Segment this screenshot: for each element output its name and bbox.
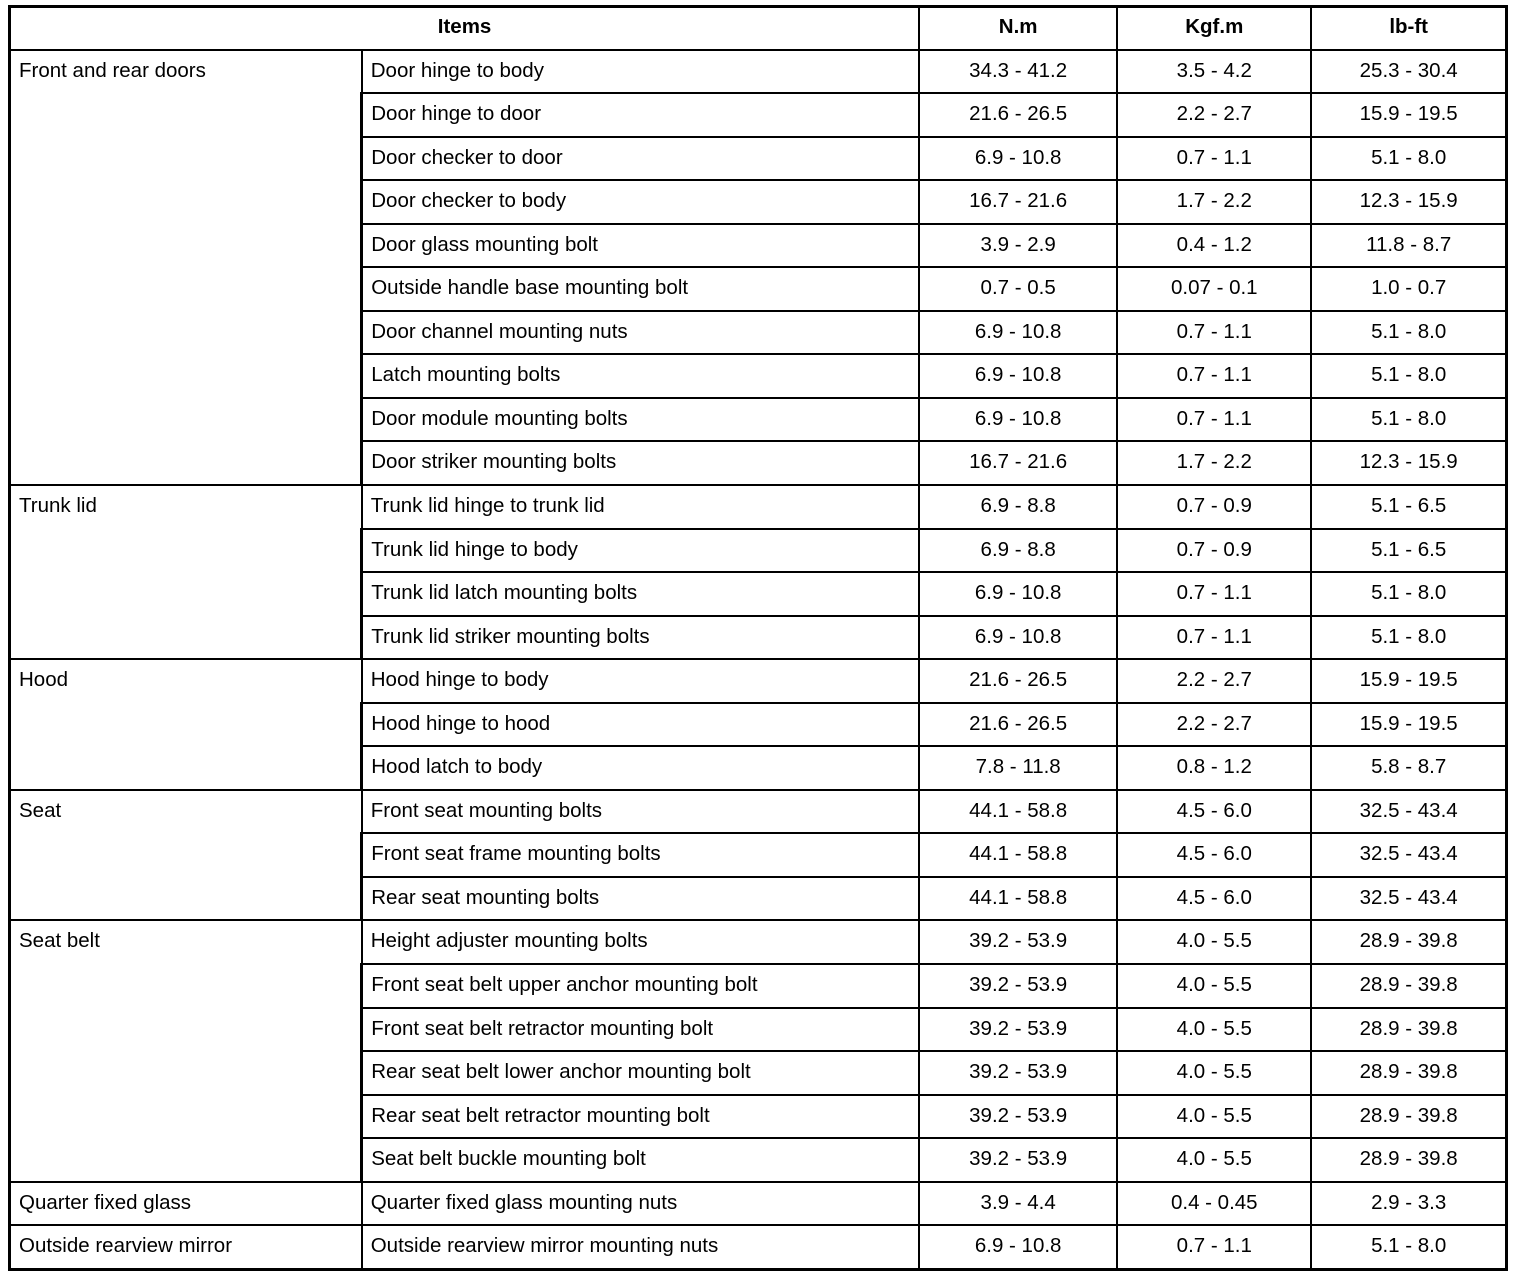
- value-nm: 21.6 - 26.5: [919, 703, 1117, 747]
- value-nm: 6.9 - 10.8: [919, 1225, 1117, 1269]
- value-lbft: 28.9 - 39.8: [1311, 920, 1506, 964]
- value-nm: 39.2 - 53.9: [919, 920, 1117, 964]
- table-row: [10, 485, 1507, 529]
- value-nm: 39.2 - 53.9: [919, 964, 1117, 1008]
- value-nm: 16.7 - 21.6: [919, 180, 1117, 224]
- item-label: Door hinge to door: [362, 93, 919, 137]
- value-nm: 44.1 - 58.8: [919, 790, 1117, 834]
- value-kgfm: 2.2 - 2.7: [1117, 703, 1311, 747]
- group-label: Seat: [10, 790, 362, 921]
- value-lbft: 1.0 - 0.7: [1311, 267, 1506, 311]
- item-label: Front seat belt upper anchor mounting bolt: [362, 964, 919, 1008]
- value-lbft: 12.3 - 15.9: [1311, 180, 1506, 224]
- value-kgfm: 3.5 - 4.2: [1117, 50, 1311, 94]
- item-label: Door glass mounting bolt: [362, 224, 919, 268]
- value-nm: 0.7 - 0.5: [919, 267, 1117, 311]
- column-header-kgfm: Kgf.m: [1117, 7, 1311, 50]
- value-kgfm: 4.0 - 5.5: [1117, 1051, 1311, 1095]
- column-header-nm: N.m: [919, 7, 1117, 50]
- value-nm: 21.6 - 26.5: [919, 659, 1117, 703]
- value-lbft: 5.1 - 8.0: [1311, 311, 1506, 355]
- value-lbft: 15.9 - 19.5: [1311, 93, 1506, 137]
- value-kgfm: 4.5 - 6.0: [1117, 877, 1311, 921]
- value-kgfm: 0.7 - 1.1: [1117, 311, 1311, 355]
- value-nm: 21.6 - 26.5: [919, 93, 1117, 137]
- value-kgfm: 0.7 - 1.1: [1117, 572, 1311, 616]
- value-lbft: 5.1 - 6.5: [1311, 529, 1506, 573]
- item-label: Seat belt buckle mounting bolt: [362, 1138, 919, 1182]
- item-label: Door channel mounting nuts: [362, 311, 919, 355]
- item-label: Rear seat mounting bolts: [362, 877, 919, 921]
- item-label: Outside rearview mirror mounting nuts: [362, 1225, 919, 1269]
- table-row: [10, 1225, 1507, 1269]
- value-kgfm: 0.4 - 1.2: [1117, 224, 1311, 268]
- value-kgfm: 0.7 - 1.1: [1117, 354, 1311, 398]
- value-nm: 6.9 - 10.8: [919, 398, 1117, 442]
- item-label: Trunk lid latch mounting bolts: [362, 572, 919, 616]
- value-lbft: 5.1 - 8.0: [1311, 137, 1506, 181]
- item-label: Trunk lid hinge to trunk lid: [362, 485, 919, 529]
- value-lbft: 28.9 - 39.8: [1311, 964, 1506, 1008]
- value-kgfm: 4.0 - 5.5: [1117, 1138, 1311, 1182]
- value-nm: 7.8 - 11.8: [919, 746, 1117, 790]
- value-lbft: 28.9 - 39.8: [1311, 1138, 1506, 1182]
- table-row: [10, 659, 1507, 703]
- value-lbft: 5.1 - 8.0: [1311, 616, 1506, 660]
- table-header-row: [10, 7, 1507, 50]
- value-lbft: 5.1 - 6.5: [1311, 485, 1506, 529]
- value-nm: 6.9 - 10.8: [919, 311, 1117, 355]
- value-kgfm: 0.7 - 0.9: [1117, 485, 1311, 529]
- value-nm: 39.2 - 53.9: [919, 1138, 1117, 1182]
- table-row: [10, 790, 1507, 834]
- value-kgfm: 4.0 - 5.5: [1117, 920, 1311, 964]
- item-label: Height adjuster mounting bolts: [362, 920, 919, 964]
- value-kgfm: 4.5 - 6.0: [1117, 833, 1311, 877]
- table-row: [10, 1182, 1507, 1226]
- value-kgfm: 1.7 - 2.2: [1117, 180, 1311, 224]
- item-label: Door module mounting bolts: [362, 398, 919, 442]
- group-label: Seat belt: [10, 920, 362, 1181]
- item-label: Front seat frame mounting bolts: [362, 833, 919, 877]
- value-kgfm: 4.0 - 5.5: [1117, 1008, 1311, 1052]
- value-lbft: 32.5 - 43.4: [1311, 790, 1506, 834]
- item-label: Front seat mounting bolts: [362, 790, 919, 834]
- value-nm: 16.7 - 21.6: [919, 441, 1117, 485]
- value-lbft: 32.5 - 43.4: [1311, 833, 1506, 877]
- value-lbft: 15.9 - 19.5: [1311, 703, 1506, 747]
- value-nm: 39.2 - 53.9: [919, 1095, 1117, 1139]
- value-lbft: 25.3 - 30.4: [1311, 50, 1506, 94]
- value-lbft: 2.9 - 3.3: [1311, 1182, 1506, 1226]
- group-label: Quarter fixed glass: [10, 1182, 362, 1226]
- group-label: Hood: [10, 659, 362, 790]
- value-kgfm: 4.0 - 5.5: [1117, 964, 1311, 1008]
- item-label: Trunk lid hinge to body: [362, 529, 919, 573]
- value-lbft: 5.1 - 8.0: [1311, 572, 1506, 616]
- torque-specifications-table: [8, 5, 1508, 1271]
- item-label: Door hinge to body: [362, 50, 919, 94]
- value-nm: 6.9 - 10.8: [919, 354, 1117, 398]
- value-lbft: 32.5 - 43.4: [1311, 877, 1506, 921]
- table-body: [10, 50, 1507, 1270]
- group-label: Trunk lid: [10, 485, 362, 659]
- value-lbft: 28.9 - 39.8: [1311, 1051, 1506, 1095]
- value-nm: 6.9 - 10.8: [919, 616, 1117, 660]
- item-label: Door checker to body: [362, 180, 919, 224]
- table-row: [10, 50, 1507, 94]
- value-nm: 44.1 - 58.8: [919, 877, 1117, 921]
- group-label: Outside rearview mirror: [10, 1225, 362, 1269]
- column-header-items: Items: [10, 7, 920, 50]
- value-lbft: 28.9 - 39.8: [1311, 1008, 1506, 1052]
- value-lbft: 28.9 - 39.8: [1311, 1095, 1506, 1139]
- column-header-lbft: lb-ft: [1311, 7, 1506, 50]
- value-nm: 39.2 - 53.9: [919, 1008, 1117, 1052]
- item-label: Hood latch to body: [362, 746, 919, 790]
- item-label: Latch mounting bolts: [362, 354, 919, 398]
- value-nm: 34.3 - 41.2: [919, 50, 1117, 94]
- table-header: [10, 7, 1507, 50]
- value-kgfm: 0.7 - 1.1: [1117, 1225, 1311, 1269]
- value-lbft: 11.8 - 8.7: [1311, 224, 1506, 268]
- value-lbft: 15.9 - 19.5: [1311, 659, 1506, 703]
- value-nm: 6.9 - 8.8: [919, 485, 1117, 529]
- item-label: Door striker mounting bolts: [362, 441, 919, 485]
- value-kgfm: 2.2 - 2.7: [1117, 93, 1311, 137]
- value-nm: 39.2 - 53.9: [919, 1051, 1117, 1095]
- value-kgfm: 0.07 - 0.1: [1117, 267, 1311, 311]
- value-kgfm: 0.7 - 1.1: [1117, 616, 1311, 660]
- value-kgfm: 0.8 - 1.2: [1117, 746, 1311, 790]
- item-label: Rear seat belt retractor mounting bolt: [362, 1095, 919, 1139]
- value-kgfm: 4.5 - 6.0: [1117, 790, 1311, 834]
- value-kgfm: 0.7 - 1.1: [1117, 398, 1311, 442]
- value-lbft: 5.1 - 8.0: [1311, 398, 1506, 442]
- value-nm: 6.9 - 10.8: [919, 137, 1117, 181]
- value-nm: 44.1 - 58.8: [919, 833, 1117, 877]
- item-label: Hood hinge to hood: [362, 703, 919, 747]
- table-row: [10, 920, 1507, 964]
- value-kgfm: 0.4 - 0.45: [1117, 1182, 1311, 1226]
- value-kgfm: 0.7 - 1.1: [1117, 137, 1311, 181]
- value-lbft: 5.8 - 8.7: [1311, 746, 1506, 790]
- item-label: Door checker to door: [362, 137, 919, 181]
- item-label: Rear seat belt lower anchor mounting bolt: [362, 1051, 919, 1095]
- value-nm: 6.9 - 10.8: [919, 572, 1117, 616]
- item-label: Quarter fixed glass mounting nuts: [362, 1182, 919, 1226]
- value-kgfm: 1.7 - 2.2: [1117, 441, 1311, 485]
- value-kgfm: 0.7 - 0.9: [1117, 529, 1311, 573]
- item-label: Front seat belt retractor mounting bolt: [362, 1008, 919, 1052]
- value-kgfm: 2.2 - 2.7: [1117, 659, 1311, 703]
- value-nm: 6.9 - 8.8: [919, 529, 1117, 573]
- item-label: Outside handle base mounting bolt: [362, 267, 919, 311]
- value-lbft: 5.1 - 8.0: [1311, 354, 1506, 398]
- value-nm: 3.9 - 4.4: [919, 1182, 1117, 1226]
- value-lbft: 5.1 - 8.0: [1311, 1225, 1506, 1269]
- value-kgfm: 4.0 - 5.5: [1117, 1095, 1311, 1139]
- value-lbft: 12.3 - 15.9: [1311, 441, 1506, 485]
- item-label: Trunk lid striker mounting bolts: [362, 616, 919, 660]
- item-label: Hood hinge to body: [362, 659, 919, 703]
- group-label: Front and rear doors: [10, 50, 362, 485]
- value-nm: 3.9 - 2.9: [919, 224, 1117, 268]
